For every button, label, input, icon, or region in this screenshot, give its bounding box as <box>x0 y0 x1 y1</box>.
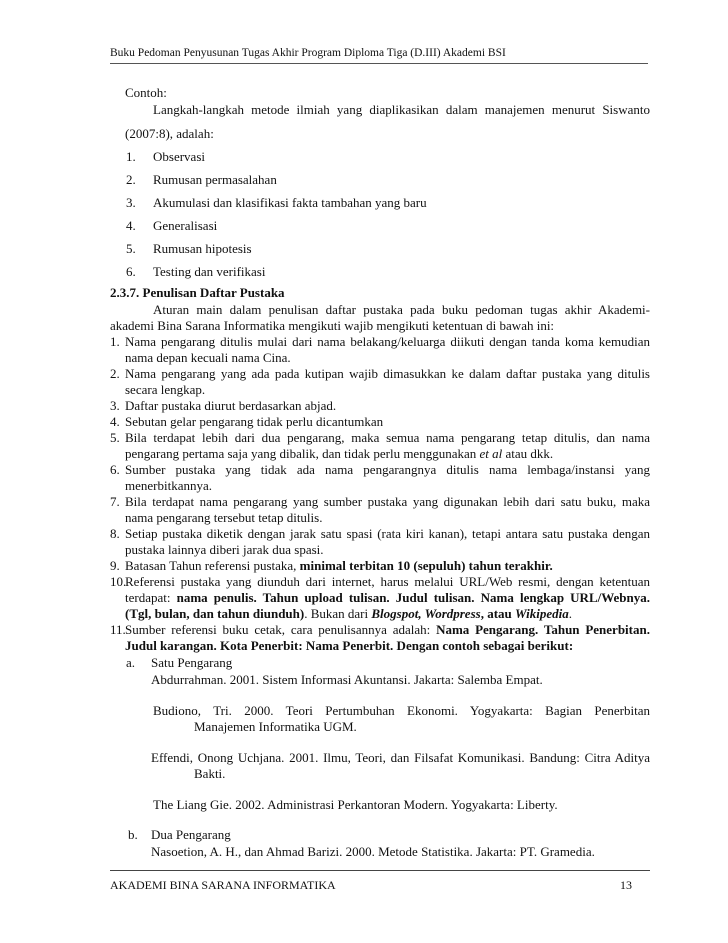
running-header: Buku Pedoman Penyusunan Tugas Akhir Program Diploma Tiga (D.III) Akademi BSI <box>110 47 648 64</box>
rule-text: secara lengkap. <box>125 382 206 397</box>
example-intro-line1: Langkah-langkah metode ilmiah yang diaplikasikan dalam manajemen menurut Siswanto <box>153 102 650 117</box>
step-num: 5. <box>126 241 136 256</box>
footer-rule <box>110 870 650 871</box>
rule-text: pustaka lainnya diberi jarak dua spasi. <box>125 542 324 557</box>
rule-text: nama depan kecuali nama Cina. <box>125 350 291 365</box>
step-num: 3. <box>126 195 136 210</box>
rule-text: terdapat: nama penulis. Tahun upload tulisan. Judul tulisan. Nama lengkap URL/Webnya. <box>125 590 650 605</box>
rule-num: 2. <box>110 366 120 381</box>
rule-text: Judul karangan. Kota Penerbit: Nama Penerbit. Dengan contoh sebagai berikut: <box>125 638 574 653</box>
rule-text: Daftar pustaka diurut berdasarkan abjad. <box>125 398 337 413</box>
reference-entry: Nasoetion, A. H., dan Ahmad Barizi. 2000. Metode Statistika. Jakarta: PT. Gramedia. <box>151 844 595 859</box>
sub-label: b. <box>128 827 138 842</box>
reference-entry: Budiono, Tri. 2000. Teori Pertumbuhan Ekonomi. Yogyakarta: Bagian Penerbitan <box>153 703 650 718</box>
rule-num: 3. <box>110 398 120 413</box>
reference-entry: The Liang Gie. 2002. Administrasi Perkantoran Modern. Yogyakarta: Liberty. <box>153 797 558 812</box>
example-label: Contoh: <box>125 85 167 100</box>
step-text: Generalisasi <box>153 218 218 233</box>
rule-num: 11. <box>110 622 126 637</box>
rule-num: 5. <box>110 430 120 445</box>
step-text: Akumulasi dan klasifikasi fakta tambahan yang baru <box>153 195 427 210</box>
step-num: 4. <box>126 218 136 233</box>
step-num: 1. <box>126 149 136 164</box>
rule-text: nama pengarang tersebut tetap ditulis. <box>125 510 323 525</box>
rule-text: pengarang pertama saja yang dibalik, dan tidak perlu menggunakan et al atau dkk. <box>125 446 554 461</box>
section-title: 2.3.7. Penulisan Daftar Pustaka <box>110 285 285 300</box>
sub-title: Dua Pengarang <box>151 827 231 842</box>
reference-entry-cont: Manajemen Informatika UGM. <box>194 719 357 734</box>
sub-label: a. <box>126 655 136 670</box>
rule-text: (Tgl, bulan, dan tahun diunduh). Bukan dari Blogspot, Wordpress, atau Wikipedia. <box>125 606 572 621</box>
footer-institution: AKADEMI BINA SARANA INFORMATIKA <box>110 878 336 892</box>
rule-text: Sumber referensi buku cetak, cara penulisannya adalah: Nama Pengarang. Tahun Penerbitan. <box>125 622 650 637</box>
rule-num: 1. <box>110 334 120 349</box>
section-intro-line1: Aturan main dalam penulisan daftar pustaka pada buku pedoman tugas akhir Akademi- <box>153 302 650 317</box>
rule-text: menerbitkannya. <box>125 478 212 493</box>
rule-num: 9. <box>110 558 120 573</box>
rule-text: Sumber pustaka yang tidak ada nama pengarangnya ditulis nama lembaga/instansi yang <box>125 462 650 477</box>
rule-num: 4. <box>110 414 120 429</box>
step-text: Rumusan hipotesis <box>153 241 252 256</box>
rule-text: Bila terdapat nama pengarang yang sumber pustaka yang digunakan lebih dari satu buku, maka <box>125 494 650 509</box>
reference-entry-cont: Bakti. <box>194 766 226 781</box>
rule-num: 8. <box>110 526 120 541</box>
page-number: 13 <box>620 878 632 892</box>
rule-text: Nama pengarang ditulis mulai dari nama belakang/keluarga diikuti dengan tanda koma kemudian <box>125 334 650 349</box>
step-text: Rumusan permasalahan <box>153 172 277 187</box>
reference-entry: Abdurrahman. 2001. Sistem Informasi Akuntansi. Jakarta: Salemba Empat. <box>151 672 543 687</box>
rule-text: Setiap pustaka diketik dengan jarak satu spasi (rata kiri kanan), tetapi antara satu pustaka dengan <box>125 526 650 541</box>
rule-text: Nama pengarang yang ada pada kutipan wajib dimasukkan ke dalam daftar pustaka yang ditulis <box>125 366 650 381</box>
section-intro-line2: akademi Bina Sarana Informatika mengikuti wajib mengikuti ketentuan di bawah ini: <box>110 318 555 333</box>
step-num: 2. <box>126 172 136 187</box>
rule-text: Bila terdapat lebih dari dua pengarang, maka semua nama pengarang tetap ditulis, dan nama <box>125 430 650 445</box>
rule-num: 10. <box>110 574 127 589</box>
step-num: 6. <box>126 264 136 279</box>
rule-num: 7. <box>110 494 120 509</box>
example-intro-line2: (2007:8), adalah: <box>125 126 214 141</box>
sub-title: Satu Pengarang <box>151 655 233 670</box>
et-al-term: et al <box>479 446 503 461</box>
rule-text: Sebutan gelar pengarang tidak perlu dicantumkan <box>125 414 384 429</box>
step-text: Observasi <box>153 149 205 164</box>
step-text: Testing dan verifikasi <box>153 264 266 279</box>
rule-num: 6. <box>110 462 120 477</box>
rule-text: Batasan Tahun referensi pustaka, minimal terbitan 10 (sepuluh) tahun terakhir. <box>125 558 553 573</box>
rule-text: Referensi pustaka yang diunduh dari internet, harus melalui URL/Web resmi, dengan ketentuan <box>125 574 650 589</box>
reference-entry: Effendi, Onong Uchjana. 2001. Ilmu, Teori, dan Filsafat Komunikasi. Bandung: Citra Aditya <box>151 750 650 765</box>
